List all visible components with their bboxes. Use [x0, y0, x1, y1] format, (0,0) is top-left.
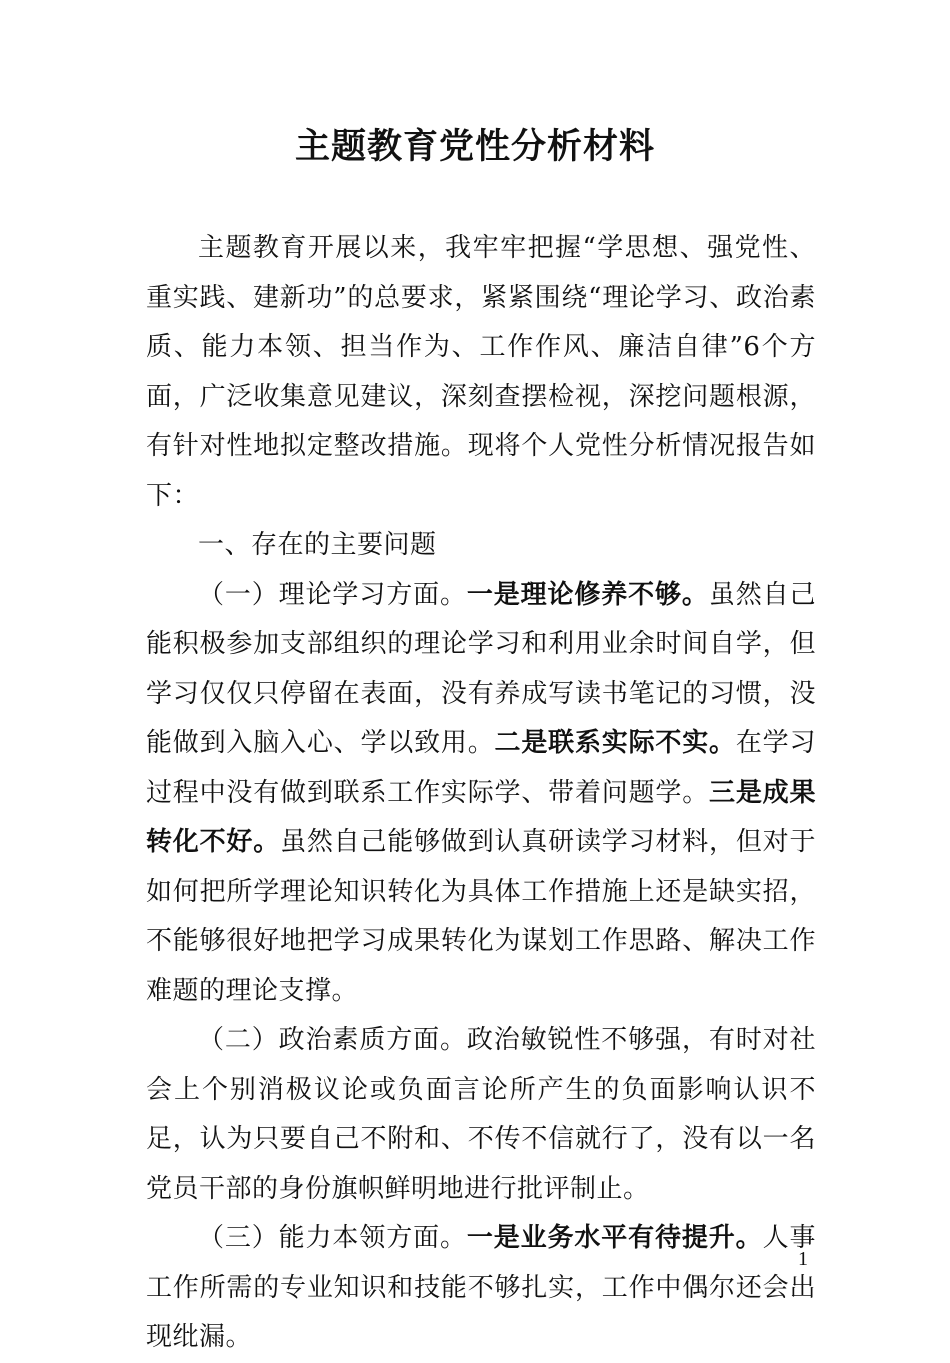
paragraph-political-quality: （二）政治素质方面。政治敏锐性不够强，有时对社会上个别消极议论或负面言论所产生的负面影响认识不足，认为只要自己不附和、不传不信就行了，没有以一名党员干部的身份旗帜鲜明地进行批评制止。 [146, 1025, 816, 1204]
intro-paragraph: 主题教育开展以来，我牢牢把握“学思想、强党性、重实践、建新功”的总要求，紧紧围绕“理论学习、政治素质、能力本领、担当作为、工作作风、廉洁自律”6个方面，广泛收集意见建议，深刻查摆检视，深挖问题根源，有针对性地拟定整改措施。现将个人党性分析情况报告如下： [146, 233, 816, 511]
bold-point-2: 二是联系实际不实。 [494, 728, 736, 758]
paragraph-ability [146, 1214, 816, 1363]
paragraph-text-1: 虽然自己能积极参加支部组织的理论学习和利用业余时间自学，但学习仅仅只停留在表面，没有养成写读书笔记的习惯，没能做到入脑入心、学以致用。 [146, 579, 816, 758]
document-title: 主题教育党性分析材料 [294, 126, 655, 167]
paragraph-text-1: 人事工作所需的专业知识和技能不够扎实，工作中偶尔还会出现纰漏。 [146, 1223, 816, 1352]
paragraph-lead: （一）理论学习方面。 [198, 579, 467, 610]
paragraph-text-2: 在学习过程中没有做到联系工作实际学、带着问题学。 [146, 728, 816, 808]
bold-point-1: 一是理论修养不够。 [466, 579, 709, 610]
paragraph-text-3: 虽然自己能够做到认真研读学习材料，但对于如何把所学理论知识转化为具体工作措施上还是缺实招，不能够很好地把学习成果转化为谋划工作思路、解决工作难题的理论支撑。 [146, 827, 816, 1006]
paragraph-theory-study [146, 571, 816, 1017]
paragraph-lead: （三）能力本领方面。 [198, 1223, 467, 1253]
bold-point-1: 一是业务水平有待提升。 [466, 1223, 763, 1253]
document-body [146, 224, 816, 1363]
page-number: 1 [798, 1248, 808, 1270]
bold-point-3: 三是成果转化不好。 [146, 777, 816, 857]
section-heading: 一、存在的主要问题 [198, 530, 437, 560]
